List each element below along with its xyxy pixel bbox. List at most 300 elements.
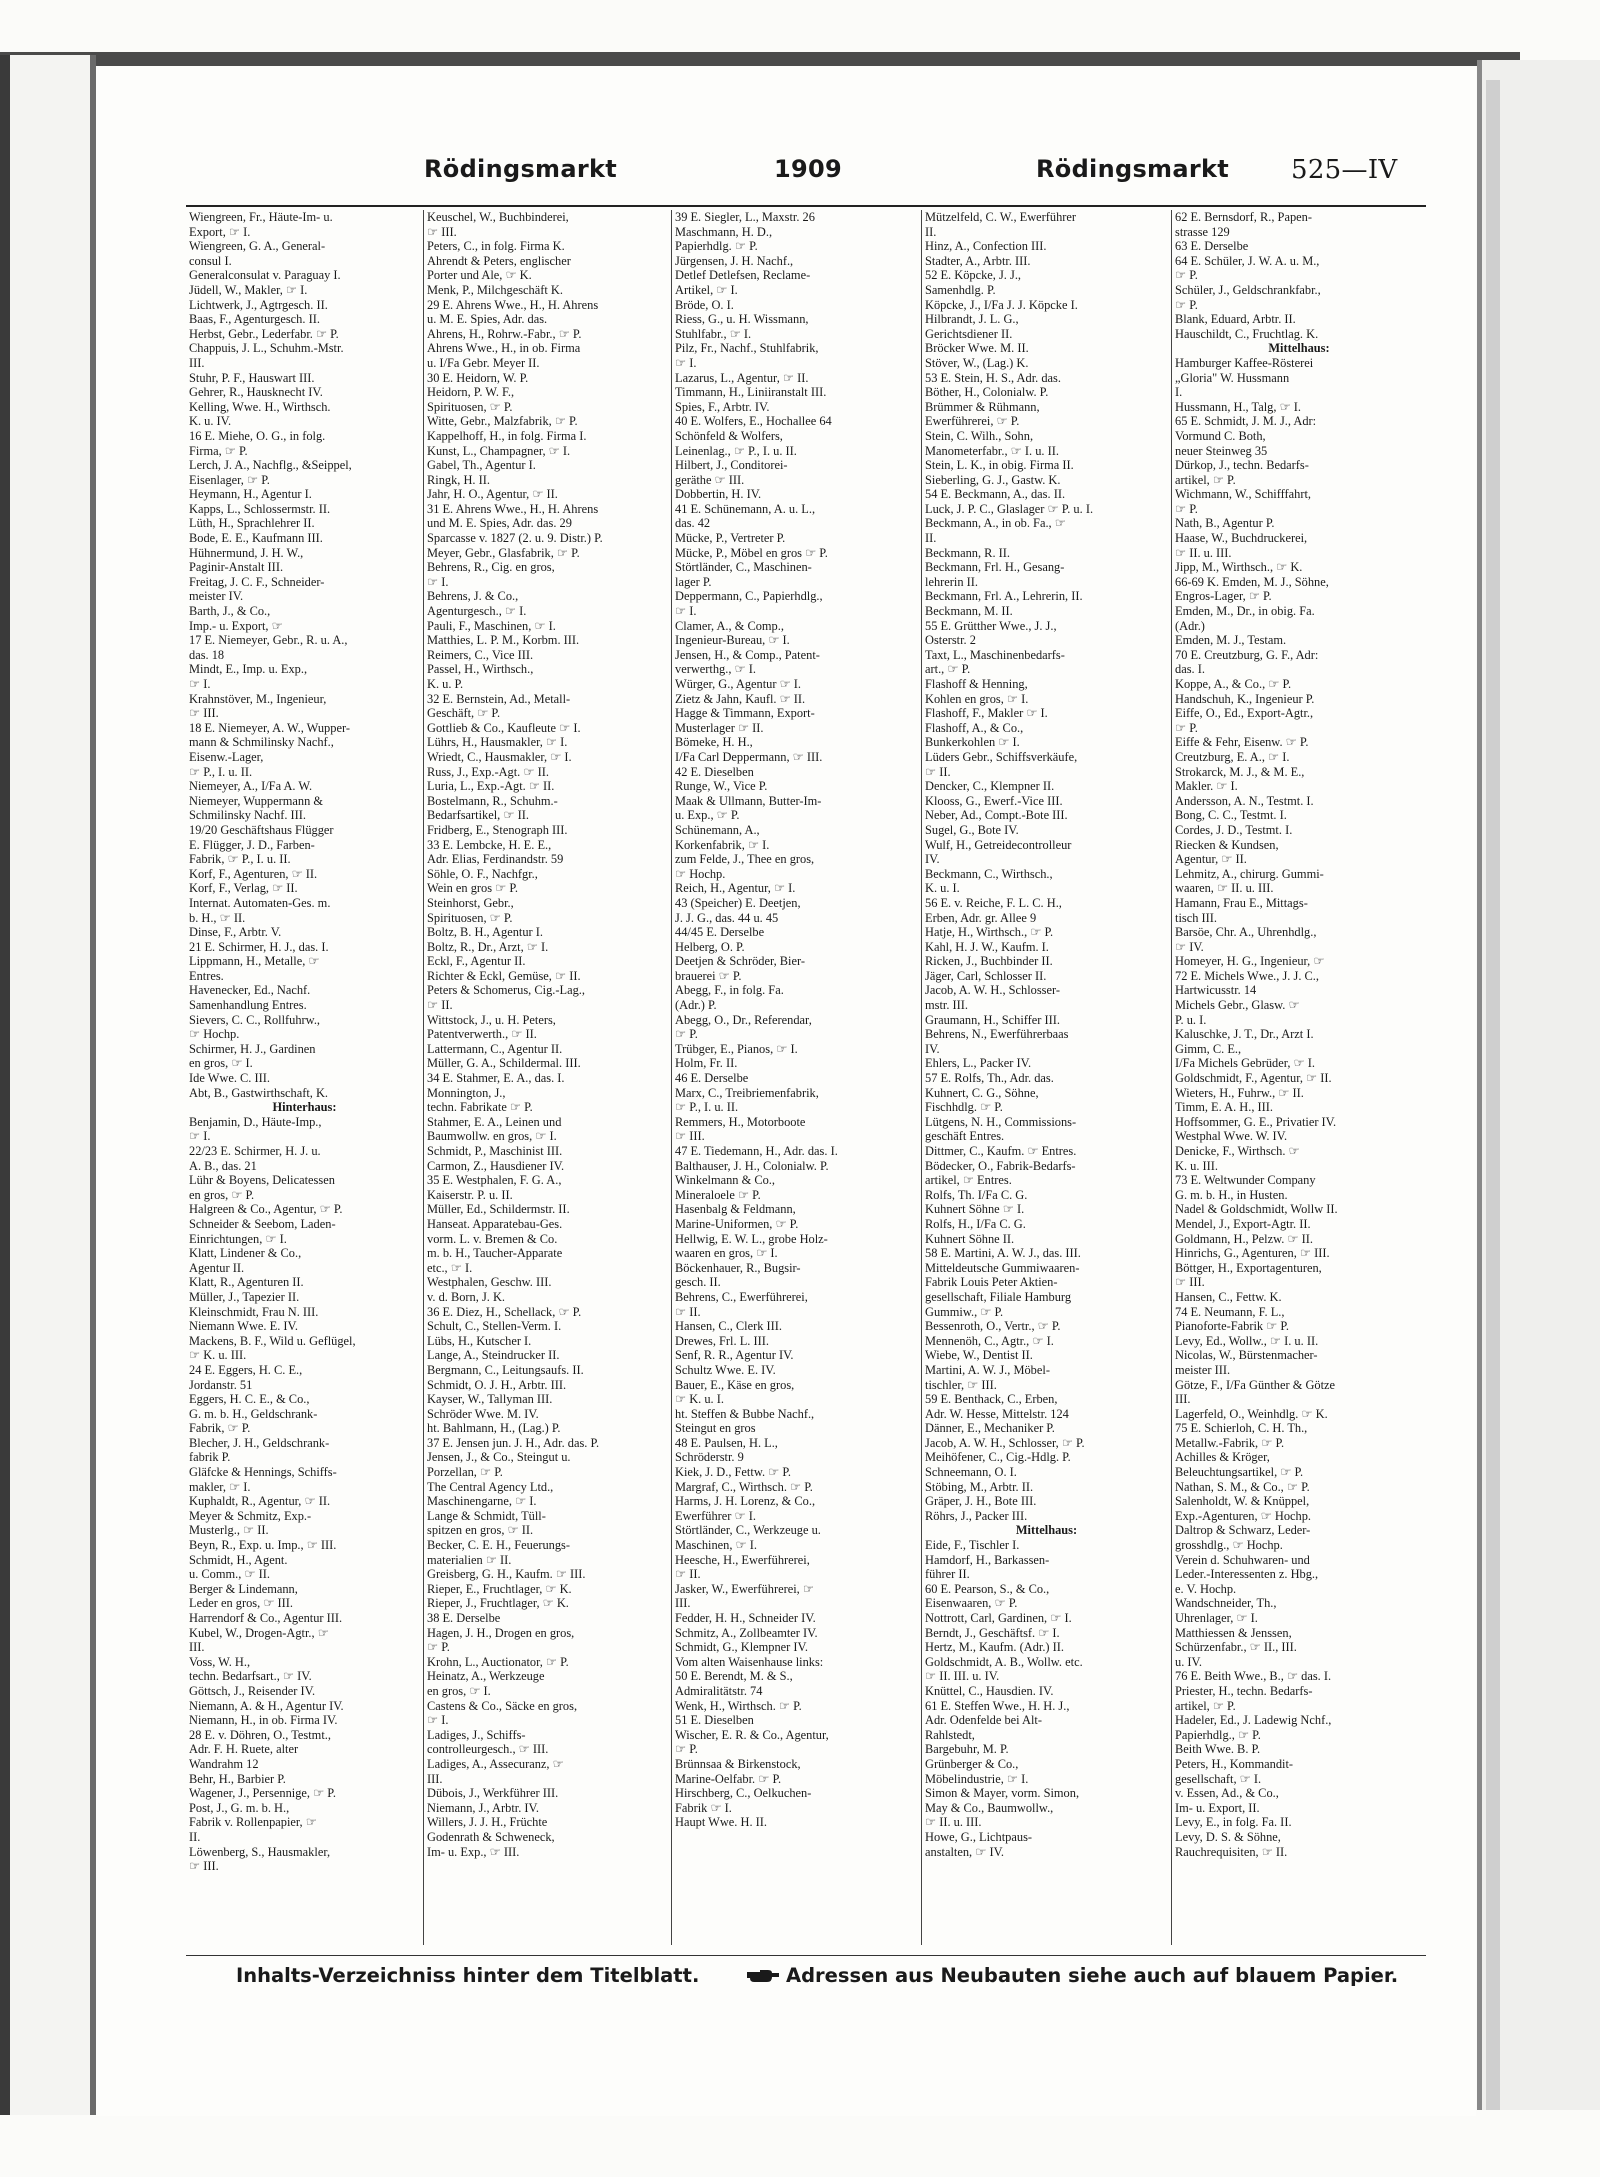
directory-entry: Halgreen & Co., Agentur, ☞ P. bbox=[189, 1202, 343, 1217]
directory-entry: Neber, Ad., Compt.-Bote III. bbox=[925, 808, 1068, 823]
directory-entry: Eiffe, O., Ed., Export-Agtr., bbox=[1175, 706, 1314, 721]
directory-entry: ☞ II. bbox=[925, 764, 951, 779]
directory-entry: b. H., ☞ II. bbox=[189, 910, 246, 925]
directory-entry: „Gloria" W. Hussmann bbox=[1175, 370, 1290, 385]
directory-entry: Maschinengarne, ☞ I. bbox=[427, 1494, 537, 1509]
directory-entry: Beith Wwe. B. P. bbox=[1175, 1742, 1261, 1757]
directory-entry: 37 E. Jensen jun. J. H., Adr. das. P. bbox=[427, 1435, 600, 1450]
directory-entry: Agentur II. bbox=[189, 1260, 245, 1275]
directory-entry: Klooss, G., Ewerf.-Vice III. bbox=[925, 793, 1063, 808]
directory-entry: Steingut en gros bbox=[675, 1421, 756, 1436]
directory-entry: III. bbox=[1175, 1392, 1191, 1407]
directory-entry: 24 E. Eggers, H. C. E., bbox=[189, 1362, 303, 1377]
directory-entry: ☞ II. u. III. bbox=[925, 1815, 982, 1830]
directory-entry: Riecken & Kundsen, bbox=[1175, 837, 1279, 852]
directory-entry: Fischhdlg. ☞ P. bbox=[925, 1100, 1003, 1115]
directory-entry: Wriedt, C., Hausmakler, ☞ I. bbox=[427, 749, 572, 764]
directory-entry: Balthauser, J. H., Colonialw. P. bbox=[675, 1158, 829, 1173]
directory-entry: Jahr, H. O., Agentur, ☞ II. bbox=[427, 487, 558, 502]
directory-entry: 22/23 E. Schirmer, H. J. u. bbox=[189, 1144, 321, 1158]
directory-entry: ☞ Hochp. bbox=[189, 1027, 240, 1042]
directory-entry: Drewes, Frl. L. III. bbox=[675, 1333, 769, 1348]
directory-entry: Handschuh, K., Ingenieur P. bbox=[1175, 691, 1315, 706]
directory-entry: Exp.-Agenturen, ☞ Hochp. bbox=[1175, 1508, 1312, 1523]
directory-entry: ☞ IV. bbox=[1175, 939, 1204, 954]
directory-entry: Ladiges, A., Assecuranz, ☞ bbox=[427, 1756, 564, 1771]
directory-entry: lager P. bbox=[675, 574, 712, 589]
directory-entry: Mindt, E., Imp. u. Exp., bbox=[189, 662, 308, 677]
directory-entry: Mützelfeld, C. W., Ewerführer bbox=[925, 210, 1077, 224]
directory-entry: Leinenlag., ☞ P., I. u. II. bbox=[675, 443, 797, 458]
directory-entry: Eckl, F., Agentur II. bbox=[427, 954, 526, 969]
directory-entry: Barth, J., & Co., bbox=[189, 604, 271, 619]
footer-notice bbox=[186, 1955, 1426, 1996]
directory-entry: Bessenroth, O., Vertr., ☞ P. bbox=[925, 1319, 1061, 1334]
directory-entry: Blecher, J. H., Geldschrank- bbox=[189, 1435, 330, 1450]
directory-entry: Fabrik v. Rollenpapier, ☞ bbox=[189, 1815, 317, 1830]
directory-entry: Maak & Ullmann, Butter-Im- bbox=[675, 793, 822, 808]
directory-entry: meister III. bbox=[1175, 1362, 1231, 1377]
directory-entry: Samenhdlg. P. bbox=[925, 282, 996, 297]
directory-entry: Schneemann, O. I. bbox=[925, 1465, 1017, 1480]
directory-entry: Marine-Oelfabr. ☞ P. bbox=[675, 1771, 782, 1786]
directory-entry: Porter und Ale, ☞ K. bbox=[427, 268, 532, 283]
directory-entry: Goldmann, H., Pelzw. ☞ II. bbox=[1175, 1231, 1313, 1246]
directory-entry: 32 E. Bernstein, Ad., Metall- bbox=[427, 691, 571, 706]
directory-entry: Haase, W., Buchdruckerei, bbox=[1175, 531, 1308, 546]
directory-entry: Martini, A. W. J., Möbel- bbox=[925, 1362, 1050, 1377]
directory-entry: Stein, C. Wilh., Sohn, bbox=[925, 428, 1034, 443]
directory-entry: Kaiserstr. P. u. II. bbox=[427, 1187, 513, 1202]
directory-entry: etc., ☞ I. bbox=[427, 1260, 473, 1275]
directory-entry: Levy, D. S. & Söhne, bbox=[1175, 1829, 1281, 1844]
directory-entry: Blank, Eduard, Arbtr. II. bbox=[1175, 312, 1296, 327]
directory-entry: Schult, C., Stellen-Verm. I. bbox=[427, 1319, 562, 1334]
directory-entry: mann & Schmilinsky Nachf., bbox=[189, 735, 334, 750]
pointing-hand-icon bbox=[746, 1968, 780, 1984]
directory-entry: Wiebe, W., Dentist II. bbox=[925, 1348, 1033, 1363]
directory-entry: Störtländer, C., Werkzeuge u. bbox=[675, 1523, 821, 1538]
directory-entry: Wagener, J., Persennige, ☞ P. bbox=[189, 1786, 336, 1801]
directory-entry: Schüler, J., Geldschrankfabr., bbox=[1175, 282, 1321, 297]
directory-entry: Engros-Lager, ☞ P. bbox=[1175, 589, 1272, 604]
directory-entry: Kubel, W., Drogen-Agtr., ☞ bbox=[189, 1625, 329, 1640]
directory-entry: Schmidt, P., Maschinist III. bbox=[427, 1144, 563, 1158]
directory-entry: III. bbox=[427, 1771, 443, 1786]
directory-entry: Gräper, J. H., Bote III. bbox=[925, 1494, 1037, 1509]
directory-entry: May & Co., Baumwollw., bbox=[925, 1800, 1054, 1815]
directory-entry: Bröde, O. I. bbox=[675, 297, 734, 312]
directory-entry: 73 E. Weltwunder Company bbox=[1175, 1173, 1316, 1188]
directory-entry: Einrichtungen, ☞ I. bbox=[189, 1231, 287, 1246]
directory-entry: Marine-Uniformen, ☞ P. bbox=[675, 1216, 799, 1231]
directory-entry: Jürgensen, J. H. Nachf., bbox=[675, 253, 794, 268]
directory-entry: 59 E. Benthack, C., Erben, bbox=[925, 1392, 1058, 1407]
directory-entry: Flashoff & Henning, bbox=[925, 677, 1028, 691]
directory-entry: Eisenw.-Lager, bbox=[189, 749, 264, 764]
directory-entry: Nath, B., Agentur P. bbox=[1175, 516, 1275, 531]
directory-entry: 36 E. Diez, H., Schellack, ☞ P. bbox=[427, 1304, 582, 1319]
directory-entry: Nottrott, Carl, Gardinen, ☞ I. bbox=[925, 1611, 1072, 1625]
directory-entry: Kelling, Wwe. H., Wirthsch. bbox=[189, 399, 331, 414]
directory-entry: Müller, G. A., Schildermal. III. bbox=[427, 1056, 581, 1071]
directory-entry: 38 E. Derselbe bbox=[427, 1611, 501, 1625]
directory-entry: 31 E. Ahrens Wwe., H., H. Ahrens bbox=[427, 501, 599, 516]
directory-entry: lehrerin II. bbox=[925, 574, 978, 589]
directory-entry: Kohlen en gros, ☞ I. bbox=[925, 691, 1029, 706]
directory-entry: Stein, L. K., in obig. Firma II. bbox=[925, 458, 1074, 473]
directory-entry: Hussmann, H., Talg, ☞ I. bbox=[1175, 399, 1301, 414]
directory-entry: Fabrik, ☞ P. bbox=[189, 1421, 251, 1436]
directory-entry: Schultz Wwe. E. IV. bbox=[675, 1362, 776, 1377]
directory-entry: 55 E. Grütther Wwe., J. J., bbox=[925, 618, 1057, 633]
directory-entry: Mackens, B. F., Wild u. Geflügel, bbox=[189, 1333, 356, 1348]
directory-entry: Adr. W. Hesse, Mittelstr. 124 bbox=[925, 1406, 1069, 1421]
directory-entry: IV. bbox=[925, 852, 940, 867]
directory-entry: Clamer, A., & Comp., bbox=[675, 618, 784, 633]
footer-new-buildings-note: Adressen aus Neubauten siehe auch auf blauem Papier. bbox=[786, 1964, 1399, 1987]
directory-entry: Jordanstr. 51 bbox=[189, 1377, 253, 1392]
directory-entry: Abt, B., Gastwirthschaft, K. bbox=[189, 1085, 329, 1100]
directory-entry: Böttger, H., Exportagenturen, bbox=[1175, 1260, 1322, 1275]
directory-entry: Dübois, J., Werkführer III. bbox=[427, 1786, 559, 1801]
directory-entry: Deppermann, C., Papierhdlg., bbox=[675, 589, 823, 604]
directory-entry: Korkenfabrik, ☞ I. bbox=[675, 837, 770, 852]
directory-entry: 29 E. Ahrens Wwe., H., H. Ahrens bbox=[427, 297, 599, 312]
directory-entry: Jacob, A. W. H., Schlosser- bbox=[925, 983, 1061, 998]
directory-entry: Hirschberg, C., Oelkuchen- bbox=[675, 1786, 812, 1801]
directory-entry: Peters & Schomerus, Cig.-Lag., bbox=[427, 983, 585, 998]
directory-entry: Behrens, C., Ewerführerei, bbox=[675, 1289, 808, 1304]
directory-entry: ☞ I. bbox=[427, 574, 449, 589]
directory-entry: Cordes, J. D., Testmt. I. bbox=[1175, 822, 1293, 837]
directory-entry: Hauschildt, C., Fruchtlag. K. bbox=[1175, 326, 1319, 341]
directory-entry: Creutzburg, E. A., ☞ I. bbox=[1175, 749, 1290, 764]
directory-entry: ☞ II. bbox=[675, 1304, 701, 1319]
directory-entry: 70 E. Creutzburg, G. F., Adr: bbox=[1175, 647, 1319, 662]
directory-entry: Kahl, H. J. W., Kaufm. I. bbox=[925, 939, 1049, 954]
directory-entry: Mitteldeutsche Gummiwaaren- bbox=[925, 1260, 1080, 1275]
directory-entry: artikel, ☞ P. bbox=[1175, 472, 1236, 487]
directory-entry: Fabrik Louis Peter Aktien- bbox=[925, 1275, 1058, 1290]
directory-entry: Post, J., G. m. b. H., bbox=[189, 1800, 290, 1815]
directory-entry: Ewerführerei, ☞ P. bbox=[925, 414, 1020, 429]
directory-entry: e. V. Hochp. bbox=[1175, 1581, 1237, 1596]
directory-entry: Witte, Gebr., Malzfabrik, ☞ P. bbox=[427, 414, 578, 429]
directory-entry: Mittelhaus: bbox=[1268, 341, 1330, 356]
directory-entry: Manometerfabr., ☞ I. u. II. bbox=[925, 443, 1059, 458]
directory-entry: Grünberger & Co., bbox=[925, 1756, 1019, 1771]
directory-entry: Böckenhauer, R., Bugsir- bbox=[675, 1260, 801, 1275]
directory-entry: Kuphaldt, R., Agentur, ☞ II. bbox=[189, 1494, 331, 1509]
directory-entry: Carmon, Z., Hausdiener IV. bbox=[427, 1158, 565, 1173]
directory-entry: Castens & Co., Säcke en gros, bbox=[427, 1698, 578, 1713]
directory-entry: Kuhnert Söhne ☞ I. bbox=[925, 1202, 1025, 1217]
directory-entry: Margraf, C., Wirthsch. ☞ P. bbox=[675, 1479, 813, 1494]
directory-entry: Fridberg, E., Stenograph III. bbox=[427, 822, 568, 837]
directory-entry: Firma, ☞ P. bbox=[189, 443, 248, 458]
directory-entry: Meyer, Gebr., Glasfabrik, ☞ P. bbox=[427, 545, 580, 560]
directory-entry: u. M. E. Spies, Adr. das. bbox=[427, 312, 548, 327]
directory-entry: Greisberg, G. H., Kaufm. ☞ III. bbox=[427, 1567, 586, 1582]
directory-entry: Abegg, F., in folg. Fa. bbox=[675, 983, 784, 998]
directory-entry: 19/20 Geschäftshaus Flügger bbox=[189, 822, 334, 837]
directory-entry: Göttsch, J., Reisender IV. bbox=[189, 1683, 316, 1698]
directory-entry: Nathan, S. M., & Co., ☞ P. bbox=[1175, 1479, 1310, 1494]
directory-entry: E. Flügger, J. D., Farben- bbox=[189, 837, 315, 852]
directory-entry: Luck, J. P. C., Glaslager ☞ P. u. I. bbox=[925, 501, 1094, 516]
directory-entry: Mücke, P., Vertreter P. bbox=[675, 531, 786, 546]
directory-entry: 65 E. Schmidt, J. M. J., Adr: bbox=[1175, 414, 1317, 429]
directory-entry: Abegg, O., Dr., Referendar, bbox=[675, 1012, 812, 1027]
header-year: 1909 bbox=[774, 155, 842, 183]
directory-entry: Wiengreen, Fr., Häute-Im- u. bbox=[189, 210, 333, 224]
directory-entry: u. IV. bbox=[1175, 1654, 1202, 1669]
directory-entry: ☞ P., I. u. II. bbox=[189, 764, 253, 779]
directory-entry: Vom alten Waisenhause links: bbox=[675, 1654, 824, 1669]
directory-entry: Senf, R. R., Agentur IV. bbox=[675, 1348, 794, 1363]
directory-entry: art., ☞ P. bbox=[925, 662, 971, 677]
directory-column-3 bbox=[672, 210, 922, 1945]
directory-entry: Rieper, E., Fruchtlager, ☞ K. bbox=[427, 1581, 572, 1596]
directory-entry: Bode, E. E., Kaufmann III. bbox=[189, 531, 323, 546]
directory-entry: Im- u. Export, II. bbox=[1175, 1800, 1260, 1815]
directory-entry: Pauli, F., Maschinen, ☞ I. bbox=[427, 618, 556, 633]
directory-entry: Beleuchtungsartikel, ☞ P. bbox=[1175, 1465, 1304, 1480]
directory-entry: Strokarck, M. J., & M. E., bbox=[1175, 764, 1305, 779]
directory-entry: Dürkop, J., techn. Bedarfs- bbox=[1175, 458, 1309, 473]
directory-entry: Entres. bbox=[189, 968, 224, 983]
directory-entry: verwerthg., ☞ I. bbox=[675, 662, 756, 677]
directory-entry: Musterlg., ☞ II. bbox=[189, 1523, 269, 1538]
directory-entry: Musterlager ☞ II. bbox=[675, 720, 764, 735]
directory-entry: geräthe ☞ III. bbox=[675, 472, 745, 487]
directory-entry: Hühnermund, J. H. W., bbox=[189, 545, 304, 560]
directory-entry: u. Exp., ☞ P. bbox=[675, 808, 740, 823]
directory-entry: Maschinen, ☞ I. bbox=[675, 1538, 757, 1553]
directory-entry: ☞ III. bbox=[189, 1859, 219, 1874]
directory-entry: Samenhandlung Entres. bbox=[189, 998, 307, 1013]
directory-entry: Schmidt, H., Agent. bbox=[189, 1552, 288, 1567]
directory-entry: Sieberling, G. J., Gastw. K. bbox=[925, 472, 1061, 487]
directory-entry: 47 E. Tiedemann, H., Adr. das. I. bbox=[675, 1144, 838, 1158]
directory-entry: Fedder, H. H., Schneider IV. bbox=[675, 1611, 816, 1625]
directory-entry: artikel, ☞ Entres. bbox=[925, 1173, 1012, 1188]
directory-entry: Meyer & Schmitz, Exp.- bbox=[189, 1508, 312, 1523]
directory-entry: Stuhr, P. F., Hauswart III. bbox=[189, 370, 315, 385]
directory-entry: Brünnsaa & Birkenstock, bbox=[675, 1756, 801, 1771]
directory-entry: Ahrens, H., Rohrw.-Fabr., ☞ P. bbox=[427, 326, 582, 341]
directory-entry: Behrens, N., Ewerführerbaas bbox=[925, 1027, 1069, 1042]
directory-entry: Ringk, H. II. bbox=[427, 472, 490, 487]
directory-entry: Gummiw., ☞ P. bbox=[925, 1304, 1004, 1319]
directory-entry: Levy, Ed., Wollw., ☞ I. u. II. bbox=[1175, 1333, 1319, 1348]
directory-entry: Kayser, W., Tallyman III. bbox=[427, 1392, 553, 1407]
directory-entry: II. bbox=[925, 531, 937, 546]
directory-entry: Jacob, A. W. H., Schlosser, ☞ P. bbox=[925, 1435, 1085, 1450]
directory-entry: Homeyer, H. G., Ingenieur, ☞ bbox=[1175, 954, 1325, 969]
directory-entry: Stöbing, M., Arbtr. II. bbox=[925, 1479, 1034, 1494]
directory-entry: Peters, C., in folg. Firma K. bbox=[427, 239, 565, 254]
directory-entry: Goldschmidt, F., Agentur, ☞ II. bbox=[1175, 1071, 1332, 1086]
directory-entry: anstalten, ☞ IV. bbox=[925, 1844, 1005, 1859]
directory-entry: 51 E. Dieselben bbox=[675, 1713, 754, 1728]
directory-entry: Stuhlfabr., ☞ I. bbox=[675, 326, 752, 341]
directory-entry: Jüdell, W., Makler, ☞ I. bbox=[189, 282, 308, 297]
directory-entry: Rahlstedt, bbox=[925, 1727, 975, 1742]
directory-entry: 53 E. Stein, H. S., Adr. das. bbox=[925, 370, 1061, 385]
header-street-left: Rödingsmarkt bbox=[424, 155, 617, 183]
directory-entry: Gimm, C. E., bbox=[1175, 1041, 1242, 1056]
directory-entry: Kuhnert, C. G., Söhne, bbox=[925, 1085, 1039, 1100]
directory-entry: 43 (Speicher) E. Deetjen, bbox=[675, 895, 801, 910]
directory-entry: Störtländer, C., Maschinen- bbox=[675, 560, 812, 575]
directory-entry: Würger, G., Agentur ☞ I. bbox=[675, 677, 801, 691]
directory-entry: Gläfcke & Hennings, Schiffs- bbox=[189, 1465, 337, 1480]
directory-entry: Schönfeld & Wolfers, bbox=[675, 428, 783, 443]
directory-entry: Osterstr. 2 bbox=[925, 633, 976, 648]
directory-entry: Bostelmann, R., Schuhm.- bbox=[427, 793, 558, 808]
directory-entry: ht. Steffen & Bubbe Nachf., bbox=[675, 1406, 815, 1421]
directory-entry: Klatt, Lindener & Co., bbox=[189, 1246, 302, 1261]
directory-entry: v. d. Born, J. K. bbox=[427, 1289, 506, 1304]
directory-entry: Wiengreen, G. A., General- bbox=[189, 239, 326, 254]
directory-entry: Heymann, H., Agentur I. bbox=[189, 487, 312, 502]
directory-entry: Graumann, H., Schiffer III. bbox=[925, 1012, 1060, 1027]
directory-entry: Emden, M., Dr., in obig. Fa. bbox=[1175, 604, 1315, 619]
directory-entry: Uhrenlager, ☞ I. bbox=[1175, 1611, 1258, 1625]
directory-entry: Hatje, H., Wirthsch., ☞ P. bbox=[925, 925, 1054, 940]
directory-entry: 76 E. Beith Wwe., B., ☞ das. I. bbox=[1175, 1669, 1332, 1684]
directory-entry: Zietz & Jahn, Kaufl. ☞ II. bbox=[675, 691, 806, 706]
directory-entry: ☞ III. bbox=[427, 224, 457, 239]
directory-entry: Hinrichs, G., Agenturen, ☞ III. bbox=[1175, 1246, 1330, 1261]
directory-entry: Pilz, Fr., Nachf., Stuhlfabrik, bbox=[675, 341, 819, 356]
directory-entry: Wandrahm 12 bbox=[189, 1756, 259, 1771]
directory-entry: Beckmann, M. II. bbox=[925, 604, 1013, 619]
directory-entry: 66-69 K. Emden, M. J., Söhne, bbox=[1175, 574, 1329, 589]
directory-entry: gesellschaft, ☞ I. bbox=[1175, 1771, 1262, 1786]
directory-entry: Westphalen, Geschw. III. bbox=[427, 1275, 552, 1290]
directory-entry: G. m. b. H., in Husten. bbox=[1175, 1187, 1288, 1202]
directory-entry: (Adr.) bbox=[1175, 618, 1205, 633]
directory-entry: Schmidt, O. J. H., Arbtr. III. bbox=[427, 1377, 567, 1392]
directory-entry: K. u. I. bbox=[925, 881, 960, 896]
directory-entry: Harrendorf & Co., Agentur III. bbox=[189, 1611, 343, 1625]
directory-entry: Schirmer, H. J., Gardinen bbox=[189, 1041, 316, 1056]
directory-entry: u. Comm., ☞ II. bbox=[189, 1567, 270, 1582]
directory-entry: Gabel, Th., Agentur I. bbox=[427, 458, 536, 473]
directory-entry: ☞ III. bbox=[189, 706, 219, 721]
directory-entry: III. bbox=[675, 1596, 691, 1611]
directory-entry: Niemeyer, A., I/Fa A. W. bbox=[189, 779, 313, 794]
directory-entry: Fabrik, ☞ P., I. u. II. bbox=[189, 852, 291, 867]
directory-entry: ☞ K. u. III. bbox=[189, 1348, 247, 1363]
directory-entry: 75 E. Schierloh, C. H. Th., bbox=[1175, 1421, 1308, 1436]
directory-entry: 39 E. Siegler, L., Maxstr. 26 bbox=[675, 210, 815, 224]
directory-entry: Denicke, F., Wirthsch. ☞ bbox=[1175, 1144, 1300, 1158]
directory-entry: en gros, ☞ I. bbox=[427, 1683, 491, 1698]
directory-entry: Hamann, Frau E., Mittags- bbox=[1175, 895, 1308, 910]
directory-entry: Maschmann, H. D., bbox=[675, 224, 773, 239]
directory-entry: Hagge & Timmann, Export- bbox=[675, 706, 815, 721]
directory-entry: Böther, H., Colonialw. P. bbox=[925, 385, 1049, 400]
directory-entry: Lange, A., Steindrucker II. bbox=[427, 1348, 560, 1363]
directory-entry: Dittmer, C., Kaufm. ☞ Entres. bbox=[925, 1144, 1077, 1158]
directory-entry: u. I/Fa Gebr. Meyer II. bbox=[427, 355, 540, 370]
directory-entry: Jasker, W., Ewerführerei, ☞ bbox=[675, 1581, 814, 1596]
directory-entry: Schürzenfabr., ☞ II., III. bbox=[1175, 1640, 1297, 1655]
directory-entry: 50 E. Berendt, M. & S., bbox=[675, 1669, 793, 1684]
directory-entry: Brümmer & Rühmann, bbox=[925, 399, 1040, 414]
directory-entry: Matthies, L. P. M., Korbm. III. bbox=[427, 633, 580, 648]
directory-entry: Behrens, R., Cig. en gros, bbox=[427, 560, 555, 575]
directory-entry: techn. Fabrikate ☞ P. bbox=[427, 1100, 533, 1115]
directory-entry: Beckmann, C., Wirthsch., bbox=[925, 866, 1053, 881]
directory-entry: Lagerfeld, O., Weinhdlg. ☞ K. bbox=[1175, 1406, 1328, 1421]
directory-entry: 61 E. Steffen Wwe., H. H. J., bbox=[925, 1698, 1070, 1713]
directory-entry: Lippmann, H., Metalle, ☞ bbox=[189, 954, 320, 969]
directory-entry: Stadter, A., Arbtr. III. bbox=[925, 253, 1031, 268]
directory-entry: meister IV. bbox=[189, 589, 244, 604]
directory-entry: Möbelindustrie, ☞ I. bbox=[925, 1771, 1029, 1786]
directory-entry: Eisenlager, ☞ P. bbox=[189, 472, 270, 487]
directory-entry: 21 E. Schirmer, H. J., das. I. bbox=[189, 939, 329, 954]
directory-entry: Rauchrequisiten, ☞ II. bbox=[1175, 1844, 1288, 1859]
scan-top-edge bbox=[0, 52, 1520, 66]
directory-entry: 64 E. Schüler, J. W. A. u. M., bbox=[1175, 253, 1320, 268]
directory-entry: Marx, C., Treibriemenfabrik, bbox=[675, 1085, 819, 1100]
directory-entry: Detlef Detlefsen, Reclame- bbox=[675, 268, 811, 283]
directory-entry: Wein en gros ☞ P. bbox=[427, 881, 518, 896]
directory-entry: spitzen en gros, ☞ II. bbox=[427, 1523, 534, 1538]
directory-entry: Beckmann, R. II. bbox=[925, 545, 1010, 560]
directory-entry: Lazarus, L., Agentur, ☞ II. bbox=[675, 370, 809, 385]
directory-entry: Hadeler, Ed., J. Ladewig Nchf., bbox=[1175, 1713, 1332, 1728]
directory-entry: 62 E. Bernsdorf, R., Papen- bbox=[1175, 210, 1312, 224]
directory-entry: Kleinschmidt, Frau N. III. bbox=[189, 1304, 319, 1319]
left-page-edge bbox=[0, 55, 96, 2115]
directory-entry: G. m. b. H., Geldschrank- bbox=[189, 1406, 318, 1421]
directory-entry: das. I. bbox=[1175, 662, 1205, 677]
directory-entry: ☞ III. bbox=[1175, 1275, 1205, 1290]
directory-entry: Sparcasse v. 1827 (2. u. 9. Distr.) P. bbox=[427, 531, 603, 546]
directory-entry: 28 E. v. Döhren, O., Testmt., bbox=[189, 1727, 331, 1742]
directory-entry: ☞ I. bbox=[189, 677, 211, 691]
directory-entry: Beckmann, A., in ob. Fa., ☞ bbox=[925, 516, 1066, 531]
directory-entry: Willers, J. J. H., Früchte bbox=[427, 1815, 548, 1830]
directory-entry: Götze, F., I/Fa Günther & Götze bbox=[1175, 1377, 1336, 1392]
directory-entry: Pianoforte-Fabrik ☞ P. bbox=[1175, 1319, 1290, 1334]
directory-entry: Röhrs, J., Packer III. bbox=[925, 1508, 1028, 1523]
directory-entry: Andersson, A. N., Testmt. I. bbox=[1175, 793, 1314, 808]
directory-entry: Knüttel, C., Hausdien. IV. bbox=[925, 1683, 1054, 1698]
directory-entry: Müller, Ed., Schildermstr. II. bbox=[427, 1202, 570, 1217]
directory-entry: fabrik P. bbox=[189, 1450, 231, 1465]
directory-entry: Levy, E., in folg. Fa. II. bbox=[1175, 1815, 1292, 1830]
directory-entry: 35 E. Westphalen, F. G. A., bbox=[427, 1173, 562, 1188]
directory-entry: 57 E. Rolfs, Th., Adr. das. bbox=[925, 1071, 1054, 1086]
directory-entry: Matthiessen & Jenssen, bbox=[1175, 1625, 1292, 1640]
header-street-right: Rödingsmarkt bbox=[1036, 155, 1229, 183]
directory-entry: Generalconsulat v. Paraguay I. bbox=[189, 268, 341, 283]
directory-entry: Mineraloele ☞ P. bbox=[675, 1187, 761, 1202]
directory-entry: Agentur, ☞ II. bbox=[1175, 852, 1247, 867]
directory-entry: Schröderstr. 9 bbox=[675, 1450, 744, 1465]
directory-entry: Geschäft, ☞ P. bbox=[427, 706, 501, 721]
directory-entry: Helberg, O. P. bbox=[675, 939, 745, 954]
directory-entry: Rieper, J., Fruchtlager, ☞ K. bbox=[427, 1596, 569, 1611]
